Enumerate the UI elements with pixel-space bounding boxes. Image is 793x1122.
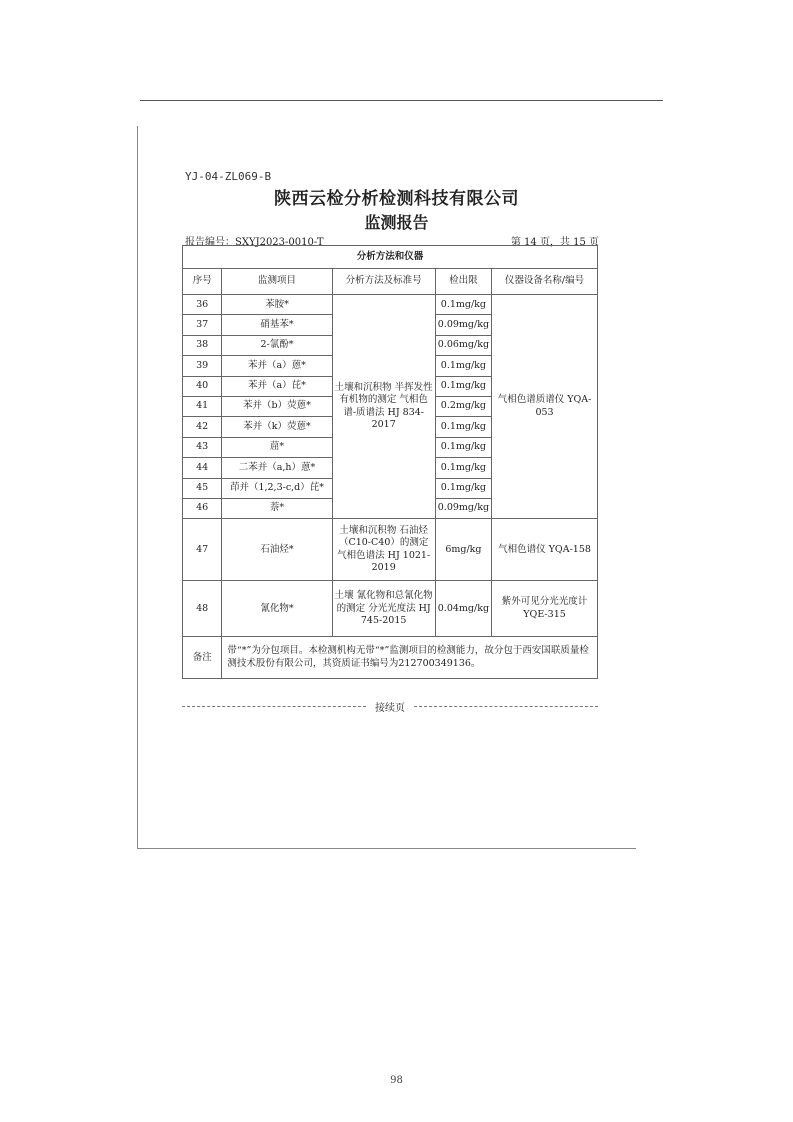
row-item: 硝基苯*: [222, 315, 332, 335]
row-item: 石油烃*: [222, 519, 332, 581]
row-number: 39: [183, 356, 222, 376]
row-item: 萘*: [222, 498, 332, 518]
row-limit: 0.1mg/kg: [435, 437, 491, 457]
row-item: 氰化物*: [222, 581, 332, 637]
notes-row: [183, 637, 598, 679]
report-number: 报告编号：SXYJ2023-0010-T: [185, 237, 324, 248]
row-limit: 0.1mg/kg: [435, 295, 491, 315]
row-number: 43: [183, 437, 222, 457]
row-number: 41: [183, 396, 222, 416]
notes-label: 备注: [183, 637, 222, 679]
continued-marker: [182, 700, 598, 712]
row-item: 苯并（b）荧蒽*: [222, 396, 332, 416]
row-limit: 0.1mg/kg: [435, 356, 491, 376]
page-count: 第 14 页，共 15 页: [510, 237, 599, 248]
notes-text: 带“*”为分包项目。本检测机构无带“*”监测项目的检测能力，故分包于西安国联质量检测技术股份有限公司，其资质证书编号为212700349136。: [222, 637, 598, 679]
section-title: 分析方法和仪器: [183, 246, 598, 269]
row-limit: 6mg/kg: [435, 519, 491, 581]
row-item: 茚并（1,2,3-c,d）芘*: [222, 478, 332, 498]
row-limit: 0.1mg/kg: [435, 478, 491, 498]
group-method: 土壤和沉积物 半挥发性有机物的测定 气相色谱-质谱法 HJ 834-2017: [332, 295, 435, 519]
column-header: 分析方法及标准号: [332, 269, 435, 295]
row-item: 2-氯酚*: [222, 335, 332, 355]
row-number: 40: [183, 376, 222, 396]
row-number: 45: [183, 478, 222, 498]
row-limit: 0.2mg/kg: [435, 396, 491, 416]
form-code: YJ-04-ZL069-B: [185, 170, 272, 183]
row-limit: 0.1mg/kg: [435, 417, 491, 437]
row-item: 苯并（a）芘*: [222, 376, 332, 396]
row-number: 38: [183, 335, 222, 355]
row-method: 土壤 氰化物和总氰化物的测定 分光光度法 HJ 745-2015: [332, 581, 435, 637]
column-header: 检出限: [435, 269, 491, 295]
table-row: [183, 519, 598, 581]
row-limit: 0.06mg/kg: [435, 335, 491, 355]
column-header: 监测项目: [222, 269, 332, 295]
row-number: 46: [183, 498, 222, 518]
row-limit: 0.04mg/kg: [435, 581, 491, 637]
column-header: 序号: [183, 269, 222, 295]
report-title: 监测报告: [364, 213, 429, 232]
row-instrument: 气相色谱仪 YQA-158: [492, 519, 598, 581]
row-number: 47: [183, 519, 222, 581]
table-row: [183, 295, 598, 315]
continued-label: 接续页: [375, 703, 405, 714]
row-item: 苯并（a）蒽*: [222, 356, 332, 376]
row-instrument: 紫外可见分光光度计 YQE-315: [492, 581, 598, 637]
row-number: 37: [183, 315, 222, 335]
row-limit: 0.1mg/kg: [435, 376, 491, 396]
row-item: 苯并（k）荧蒽*: [222, 417, 332, 437]
header-rule: [140, 100, 663, 101]
row-number: 44: [183, 458, 222, 478]
page-number: 98: [390, 1075, 403, 1086]
row-number: 42: [183, 417, 222, 437]
row-limit: 0.09mg/kg: [435, 315, 491, 335]
column-header: 仪器设备名称/编号: [492, 269, 598, 295]
group-instrument: 气相色谱质谱仪 YQA-053: [492, 295, 598, 519]
table-row: [183, 581, 598, 637]
row-item: 苯胺*: [222, 295, 332, 315]
row-method: 土壤和沉积物 石油烃（C10-C40）的测定 气相色谱法 HJ 1021-2019: [332, 519, 435, 581]
continued-line-right: [414, 706, 598, 707]
row-limit: 0.1mg/kg: [435, 458, 491, 478]
row-item: 二苯并（a,h）蒽*: [222, 458, 332, 478]
company-name: 陕西云检分析检测科技有限公司: [274, 189, 519, 209]
row-limit: 0.09mg/kg: [435, 498, 491, 518]
row-number: 36: [183, 295, 222, 315]
row-item: 䓛*: [222, 437, 332, 457]
row-number: 48: [183, 581, 222, 637]
methods-table: [182, 245, 598, 679]
